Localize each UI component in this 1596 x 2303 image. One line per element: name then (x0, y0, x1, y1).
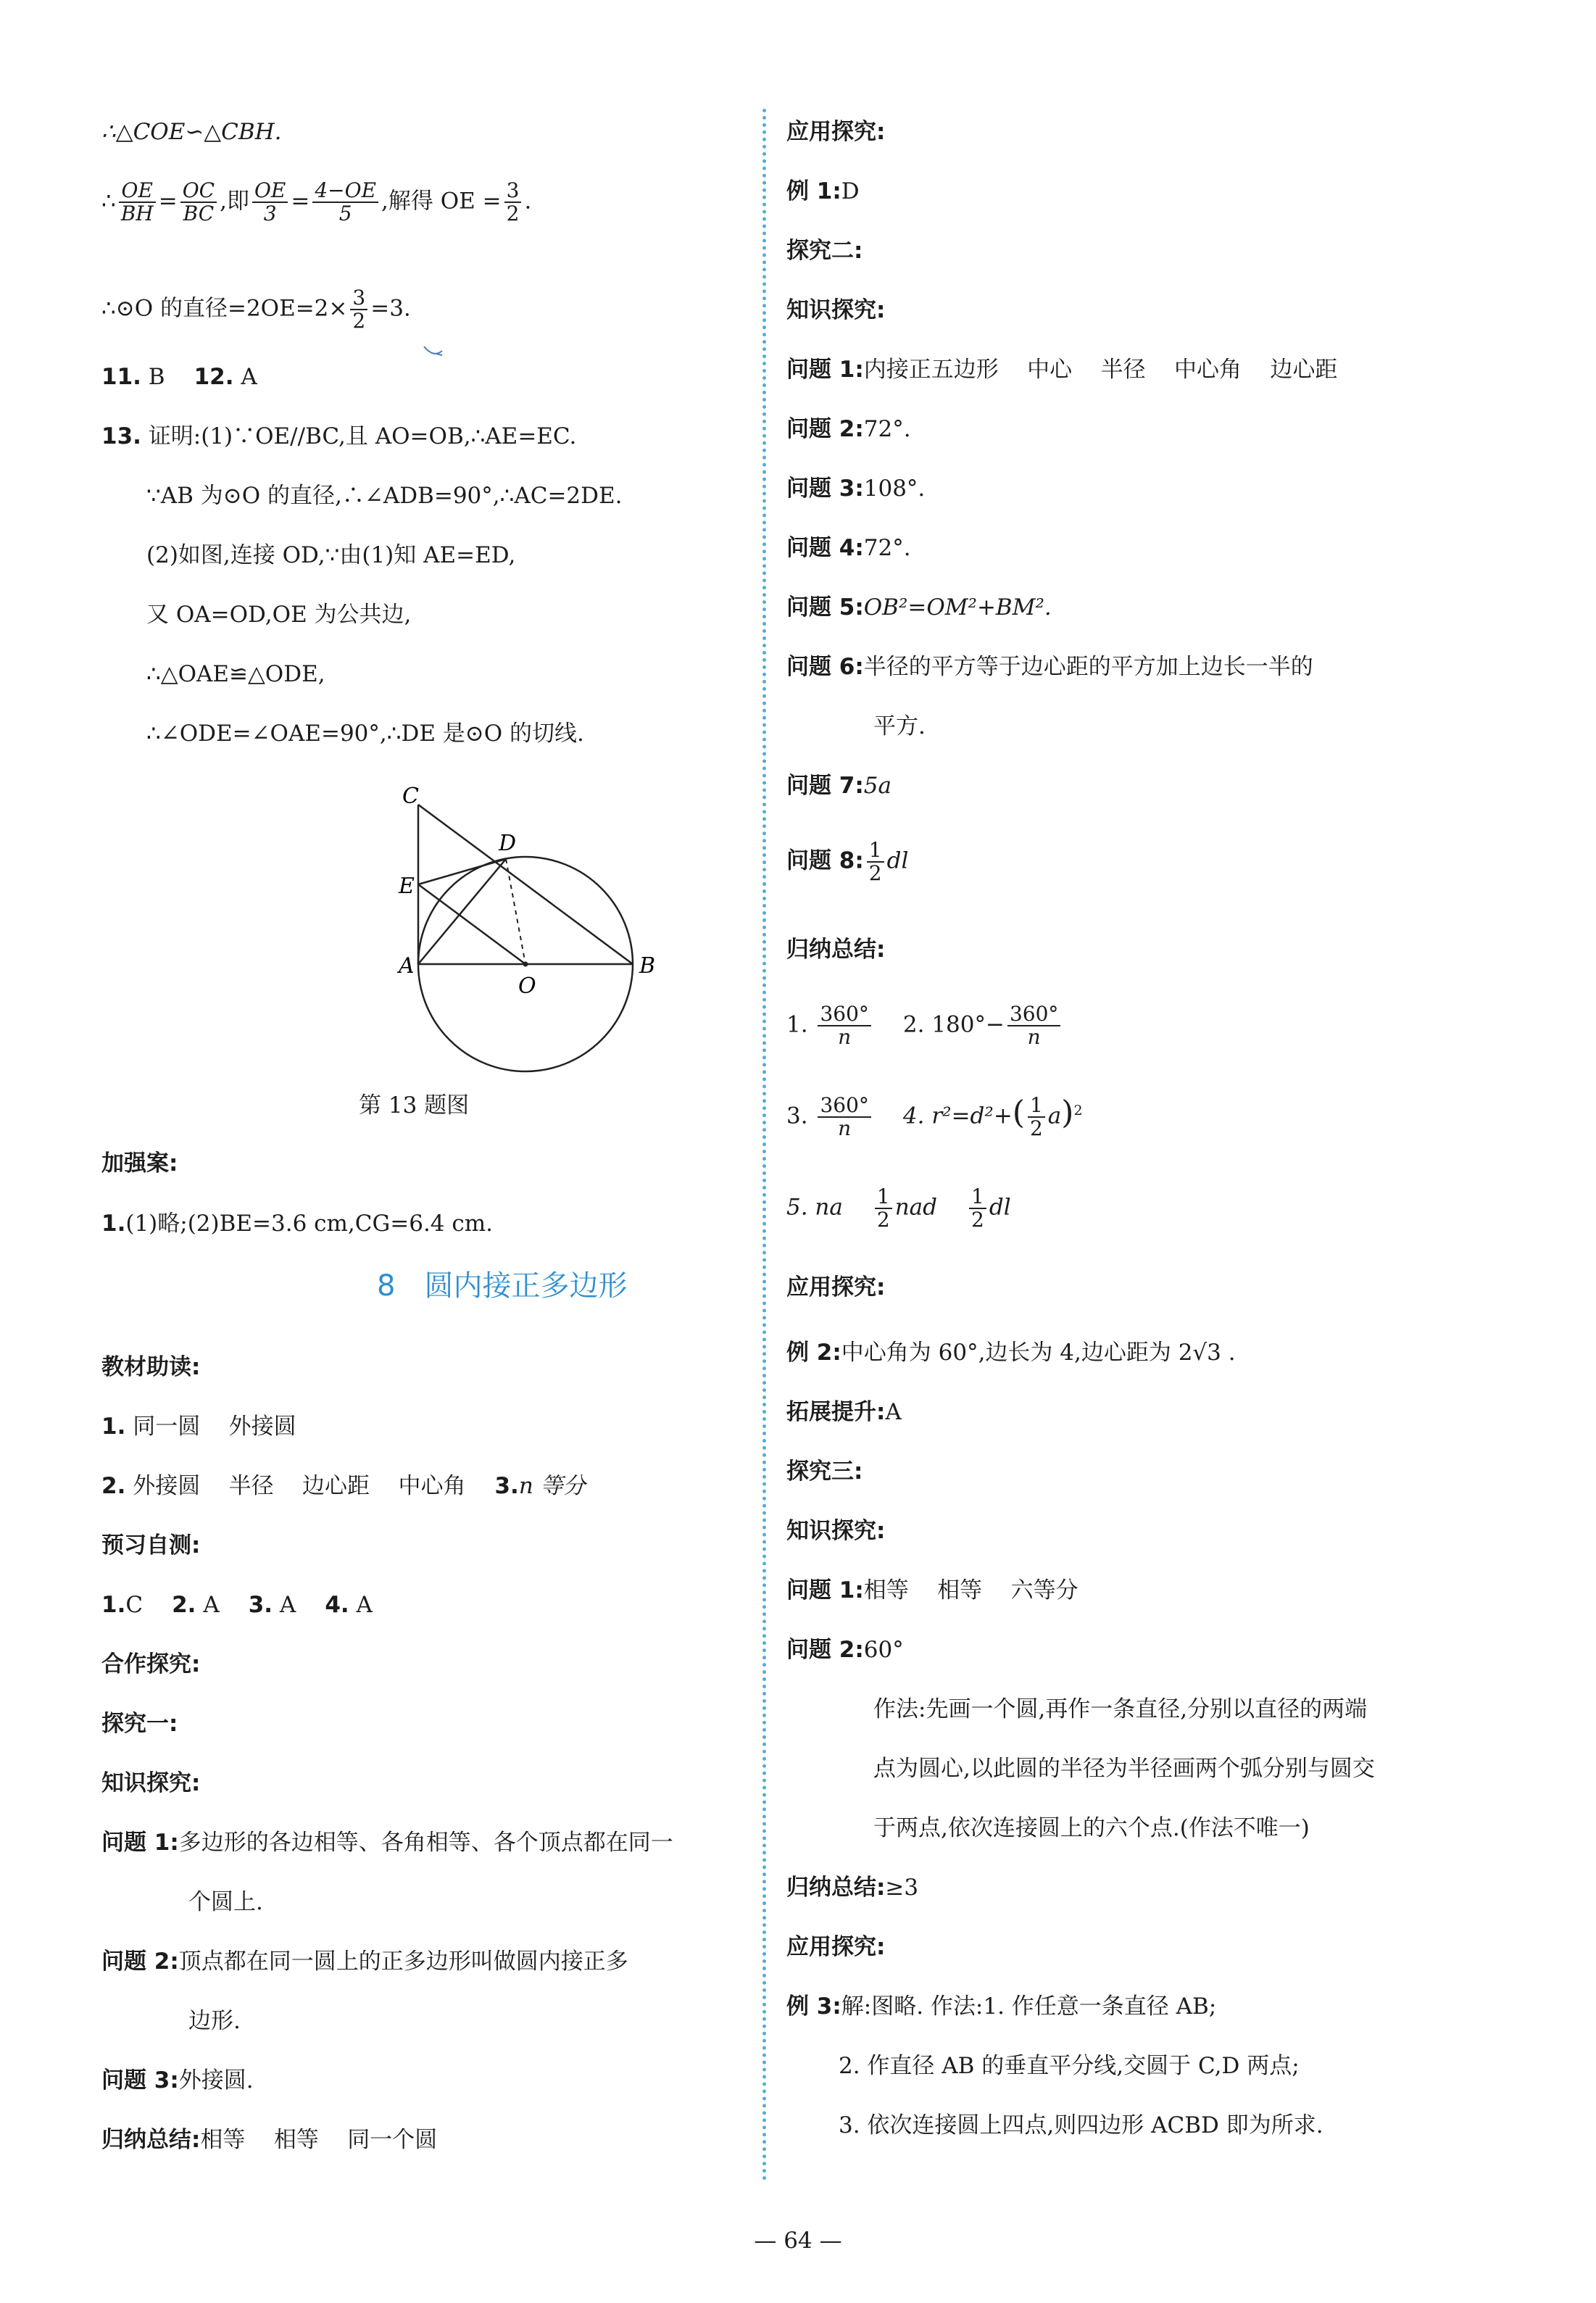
center-point (523, 962, 528, 967)
heading: 应用探究: (786, 1934, 886, 1960)
heading: 知识探究: (101, 1770, 201, 1796)
label-c: C (402, 784, 419, 809)
fraction: $\frac{1}{2}$ (1028, 1095, 1045, 1140)
text-line: 点为圆心,以此圆的半径为半径画两个弧分别与圆交 (873, 1756, 1375, 1782)
text-line: 归纳总结:≥3 (786, 1875, 919, 1901)
text-line: 问题 3:外接圆. (101, 2067, 254, 2094)
equation-line: 问题 8: $\frac{1}{2}$ dl (786, 838, 909, 885)
text-line: 3. 依次连接圆上四点,则四边形 ACBD 即为所求. (839, 2112, 1323, 2138)
label-b: B (639, 953, 656, 979)
fraction: $\frac{360^\circ}{n}$ (818, 1003, 870, 1048)
segment-od (506, 859, 525, 964)
text-line: 2. 作直径 AB 的垂直平分线,交圆于 C,D 两点; (839, 2053, 1300, 2079)
heading: 加强案: (101, 1150, 178, 1177)
segment-eo (418, 884, 525, 964)
therefore-symbol: ∴ (101, 188, 116, 215)
segment-cb (418, 805, 633, 964)
heading: 归纳总结: (786, 937, 886, 963)
fraction: $\frac{OE}{BH}$ (119, 180, 156, 225)
heading: 预习自测: (101, 1532, 201, 1559)
text-line: ∵AB 为⊙O 的直径,∴∠ADB=90°,∴AC=2DE. (146, 483, 623, 509)
text-line: 平方. (873, 713, 926, 739)
figure-caption: 第 13 题图 (359, 1092, 470, 1119)
fraction: $\frac{OE}{3}$ (252, 180, 288, 225)
heading: 知识探究: (786, 297, 886, 323)
equation-line: ∴ $\frac{OE}{BH}$ = $\frac{OC}{BC}$ ,即 $\frac{OE}{3}$ = $\frac{4-OE}{5}$ ,解得 OE = $\frac{3}{2}$ . (101, 178, 532, 225)
text-line: 问题 1:内接正五边形 中心 半径 中心角 边心距 (786, 357, 1338, 383)
fraction: $\frac{1}{2}$ (969, 1186, 986, 1231)
text-line: 问题 2:60° (786, 1637, 904, 1663)
fraction: $\frac{3}{2}$ (504, 180, 522, 225)
text-line: 问题 2:72°. (786, 416, 911, 442)
text-line: 问题 6:半径的平方等于边心距的平方加上边长一半的 (786, 654, 1313, 680)
label-o: O (518, 974, 536, 999)
label-d: D (499, 831, 517, 856)
page-number: — 64 — (754, 2228, 842, 2254)
text-line: 问题 1:相等 相等 六等分 (786, 1577, 1078, 1603)
text-line: 问题 2:顶点都在同一圆上的正多边形叫做圆内接正多 (101, 1949, 628, 1975)
formula-line: 1. $\frac{360^\circ}{n}$ 2. 180°− $\frac{360^\circ}{n}$ (786, 1003, 1063, 1048)
answer-line: 11. B 12. A (101, 364, 257, 390)
fraction: $\frac{360^\circ}{n}$ (818, 1095, 870, 1140)
text-line: 13. 证明:(1)∵OE//BC,且 AO=OB,∴AE=EC. (101, 423, 577, 449)
answer-line: 1.C 2. A 3. A 4. A (101, 1592, 373, 1618)
text-line: 1.(1)略;(2)BE=3.6 cm,CG=6.4 cm. (101, 1211, 494, 1237)
text-line: 问题 5:OB²=OM²+BM². (786, 594, 1052, 621)
heading: 探究二: (786, 238, 863, 264)
text-line: ∴△OAE≌△ODE, (146, 661, 325, 687)
text-line: 例 2:中心角为 60°,边长为 4,边心距为 2√3 . (786, 1340, 1236, 1366)
text-line: ∴△COE∽△CBH. (101, 119, 282, 145)
equation-line: ∴⊙O 的直径=2OE=2× $\frac{3}{2}$ =3. (101, 286, 411, 333)
fraction: $\frac{1}{2}$ (867, 839, 884, 884)
text-line: 个圆上. (188, 1889, 263, 1915)
section-title: 8 圆内接正多边形 (377, 1269, 628, 1303)
text-line: (2)如图,连接 OD,∵由(1)知 AE=ED, (146, 542, 516, 568)
formula-line: 3. $\frac{360^\circ}{n}$ 4. r²=d²+( $\frac{1}{2}$ a)$^2$ (786, 1093, 1083, 1140)
text-line: 问题 1:多边形的各边相等、各角相等、各个顶点都在同一 (101, 1830, 673, 1856)
heading: 探究三: (786, 1458, 863, 1485)
heading: 合作探究: (101, 1651, 201, 1677)
label-a: A (399, 953, 415, 979)
text-line: 拓展提升:A (786, 1399, 902, 1425)
text-line: 问题 4:72°. (786, 535, 911, 561)
text-line: 问题 7:5a (786, 773, 891, 799)
fraction: $\frac{3}{2}$ (350, 287, 367, 332)
segment-ed (418, 859, 506, 884)
heading: 探究一: (101, 1711, 178, 1737)
formula-line: 5. na $\frac{1}{2}$ nad $\frac{1}{2}$ dl (786, 1184, 1011, 1232)
text-line: ∴∠ODE=∠OAE=90°,∴DE 是⊙O 的切线. (146, 721, 584, 747)
fraction: $\frac{4-OE}{5}$ (312, 180, 378, 225)
text-line: 又 OA=OD,OE 为公共边, (146, 602, 412, 628)
text-line: 作法:先画一个圆,再作一条直径,分别以直径的两端 (873, 1696, 1368, 1722)
text-line: 于两点,依次连接圆上的六个点.(作法不唯一) (873, 1815, 1310, 1841)
text-line: 1. 同一圆 外接圆 (101, 1414, 296, 1440)
text-line: 归纳总结:相等 相等 同一个圆 (101, 2127, 438, 2153)
heading: 应用探究: (786, 1274, 886, 1300)
heading: 教材助读: (101, 1354, 201, 1380)
text-line: 边形. (188, 2008, 241, 2034)
text-line: 2. 外接圆 半径 边心距 中心角 3.n 等分 (101, 1473, 586, 1499)
fraction: $\frac{OC}{BC}$ (180, 180, 217, 225)
geometry-figure (283, 776, 674, 1095)
heading: 知识探究: (786, 1518, 886, 1544)
heading: 应用探究: (786, 119, 886, 145)
label-e: E (399, 874, 415, 899)
text-line: 例 1:D (786, 178, 860, 204)
column-divider (762, 109, 766, 2182)
text-line: 例 3:解:图略. 作法:1. 作任意一条直径 AB; (786, 1993, 1217, 2020)
pen-mark-icon (420, 341, 449, 362)
text-line: 问题 3:108°. (786, 476, 926, 502)
fraction: $\frac{360^\circ}{n}$ (1007, 1003, 1060, 1048)
fraction: $\frac{1}{2}$ (875, 1186, 892, 1231)
